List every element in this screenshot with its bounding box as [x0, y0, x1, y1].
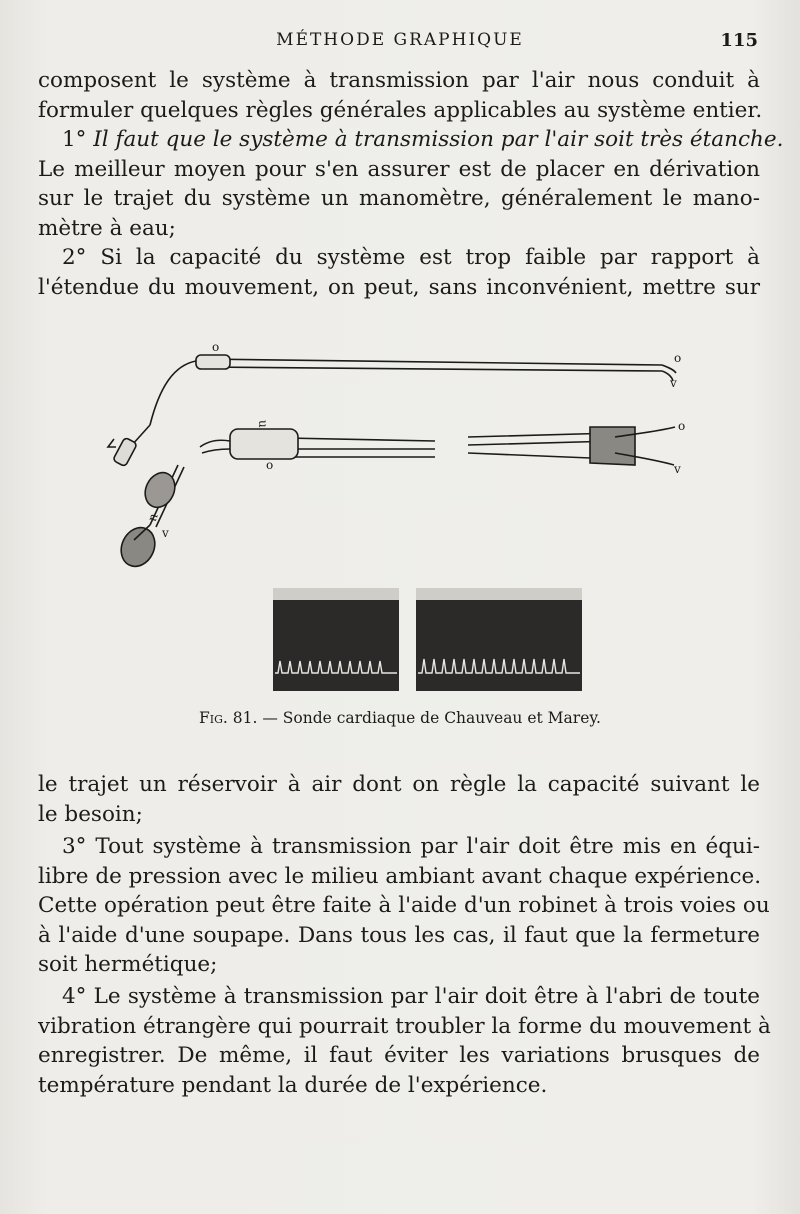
text-line: libre de pression avec le milieu ambiant avant chaque expérience.: [38, 863, 762, 889]
text-line: mètre à eau;: [38, 215, 176, 241]
rule-3: [38, 832, 770, 980]
recording-trace-left: [273, 588, 399, 691]
text-line: 3° Tout système à transmission par l'air doit être mis en équi-: [62, 834, 760, 859]
recording-trace-right: [416, 588, 582, 691]
probe-upper-tube: [150, 355, 676, 425]
text-line: le besoin;: [38, 801, 143, 827]
letter-o: o: [678, 419, 686, 433]
running-head: [0, 30, 800, 56]
letter-v: v: [162, 526, 169, 540]
text-line: 2° Si la capacité du système est trop faible par rapport à: [62, 245, 760, 270]
text-line: température pendant la durée de l'expérience.: [38, 1072, 548, 1098]
rule-1: [38, 125, 784, 243]
rule-2: [38, 243, 760, 302]
letter-u: u: [146, 511, 163, 525]
rule-number: 1°: [62, 127, 87, 152]
figure-cardiac-probe: [90, 335, 710, 695]
text-line: soit hermétique;: [38, 952, 218, 977]
letter-o: o: [266, 458, 274, 472]
letter-v: v: [674, 462, 681, 476]
figure-label: Fig. 81.: [199, 709, 258, 727]
text-line: formuler quelques règles générales applicables au système entier.: [38, 97, 763, 123]
text-line: à l'aide d'une soupape. Dans tous les cas, il faut que la fermeture: [38, 922, 760, 948]
running-title: MÉTHODE GRAPHIQUE: [276, 30, 524, 50]
rule-1-heading: [38, 125, 784, 155]
text-line: 4° Le système à transmission par l'air doit être à l'abri de toute: [62, 984, 760, 1009]
rule-2-continuation: [38, 770, 760, 829]
text-line: sur le trajet du système un manomètre, généralement le mano-: [38, 186, 760, 211]
text-line: Le meilleur moyen pour s'en assurer est de placer en dérivation: [38, 156, 760, 182]
letter-o: o: [674, 351, 682, 365]
letter-u: u: [256, 420, 270, 428]
figure-caption: [0, 709, 800, 727]
text-line: l'étendue du mouvement, on peut, sans inconvénient, mettre sur: [38, 274, 760, 300]
rule-4: [38, 982, 771, 1100]
text-line: enregistrer. De même, il faut éviter les variations brusques de: [38, 1043, 760, 1068]
paragraph-intro: [38, 66, 763, 125]
text-line: Cette opération peut être faite à l'aide d'un robinet à trois voies ou: [38, 893, 770, 918]
text-line: le trajet un réservoir à air dont on règle la capacité suivant le: [38, 772, 760, 797]
letter-v: v: [670, 376, 677, 390]
probe-small-ampoule: [108, 425, 150, 467]
page-number: 115: [720, 30, 758, 51]
text-line: vibration étrangère qui pourrait troubler la forme du mouvement à: [38, 1013, 771, 1039]
figure-caption-text: — Sonde cardiaque de Chauveau et Marey.: [257, 709, 601, 727]
letter-o: o: [212, 340, 220, 354]
text-line: composent le système à transmission par l'air nous conduit à: [38, 68, 760, 93]
rule-1-statement: Il faut que le système à transmission par l'air soit très étanche.: [93, 127, 784, 152]
